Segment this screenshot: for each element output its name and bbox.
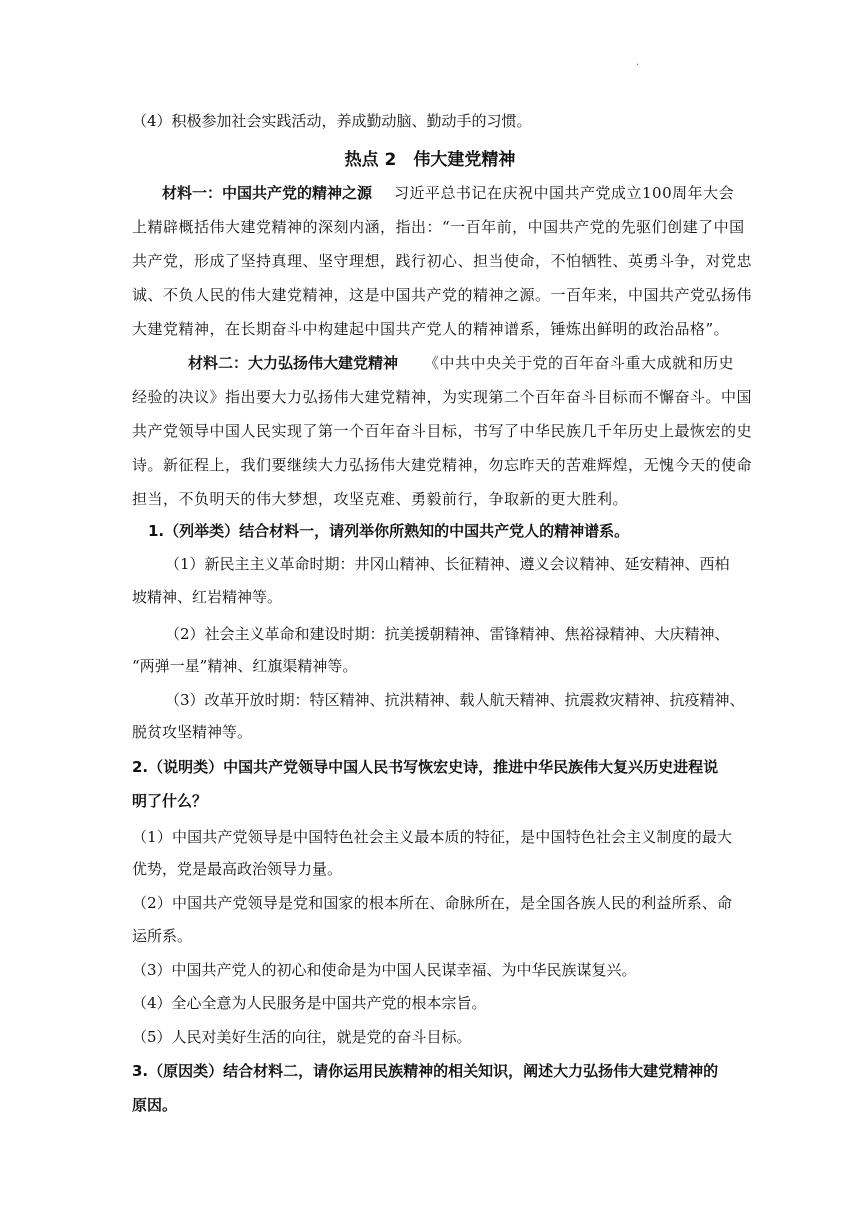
material-two-heading: 材料二：大力弘扬伟大建党精神: [188, 354, 399, 372]
answer-line: （5）人民对美好生活的向往，就是党的奋斗目标。: [132, 1028, 472, 1046]
answer-line: 优势，党是最高政治领导力量。: [132, 860, 343, 878]
question-2-cont: 明了什么？: [132, 792, 208, 810]
answer-line: （2）中国共产党领导是党和国家的根本所在、命脉所在，是全国各族人民的利益所系、命: [132, 894, 732, 912]
answer-line: （2）社会主义革命和建设时期：抗美援朝精神、雷锋精神、焦裕禄精神、大庆精神、: [165, 625, 730, 643]
material-line: 诗。新征程上，我们要继续大力弘扬伟大建党精神，勿忘昨天的苦难辉煌，无愧今天的使命: [132, 456, 753, 474]
material-two-text: 《中共中央关于党的百年奋斗重大成就和历史: [424, 354, 735, 372]
material-one-text: 习近平总书记在庆祝中国共产党成立100周年大会: [394, 184, 735, 202]
material-line: 诚、不负人民的伟大建党精神，这是中国共产党的精神之源。一百年来，中国共产党弘扬伟: [132, 286, 753, 304]
answer-line: （4）全心全意为人民服务是中国共产党的根本宗旨。: [132, 994, 487, 1012]
question-3-cont: 原因。: [132, 1096, 178, 1114]
material-line: 共产党，形成了坚持真理、坚守理想，践行初心、担当使命，不怕牺牲、英勇斗争，对党忠: [132, 252, 753, 270]
answer-line: 坡精神、红岩精神等。: [132, 588, 283, 606]
material-one-line: [162, 183, 735, 203]
paragraph-line: （4）积极参加社会实践活动，养成勤动脑、勤动手的习惯。: [132, 112, 532, 130]
question-2: 2.（说明类）中国共产党领导中国人民书写恢宏史诗，推进中华民族伟大复兴历史进程说: [132, 758, 719, 776]
answer-line: 脱贫攻坚精神等。: [132, 723, 253, 741]
material-line: 上精辟概括伟大建党精神的深刻内涵，指出：“一百年前，中国共产党的先驱们创建了中国: [132, 218, 745, 236]
material-one-heading: 材料一：中国共产党的精神之源: [162, 184, 373, 202]
section-title: 热点 2 伟大建党精神: [344, 150, 516, 170]
answer-line: （1）新民主主义革命时期：井冈山精神、长征精神、遵义会议精神、延安精神、西柏: [165, 555, 730, 573]
material-two-line: [188, 353, 735, 373]
answer-line: （1）中国共产党领导是中国特色社会主义最本质的特征，是中国特色社会主义制度的最大: [132, 828, 732, 846]
material-line: 共产党领导中国人民实现了第一个百年奋斗目标，书写了中华民族几千年历史上最恢宏的史: [132, 422, 753, 440]
material-line: 经验的决议》指出要大力弘扬伟大建党精神，为实现第二个百年奋斗目标而不懈奋斗。中国: [132, 388, 753, 406]
question-1: 1.（列举类）结合材料一，请列举你所熟知的中国共产党人的精神谱系。: [148, 522, 630, 540]
header-dot: ·: [636, 60, 640, 71]
question-3: 3.（原因类）结合材料二，请你运用民族精神的相关知识，阐述大力弘扬伟大建党精神的: [132, 1062, 719, 1080]
material-line: 担当，不负明天的伟大梦想，攻坚克难、勇毅前行，争取新的更大胜利。: [132, 490, 629, 508]
answer-line: （3）中国共产党人的初心和使命是为中国人民谋幸福、为中华民族谋复兴。: [132, 961, 637, 979]
answer-line: “两弹一星”精神、红旗渠精神等。: [132, 657, 358, 675]
answer-line: （3）改革开放时期：特区精神、抗洪精神、载人航天精神、抗震救灾精神、抗疫精神、: [165, 691, 745, 709]
answer-line: 运所系。: [132, 927, 193, 945]
material-line: 大建党精神，在长期奋斗中构建起中国共产党人的精神谱系，锤炼出鲜明的政治品格”。: [132, 320, 730, 338]
